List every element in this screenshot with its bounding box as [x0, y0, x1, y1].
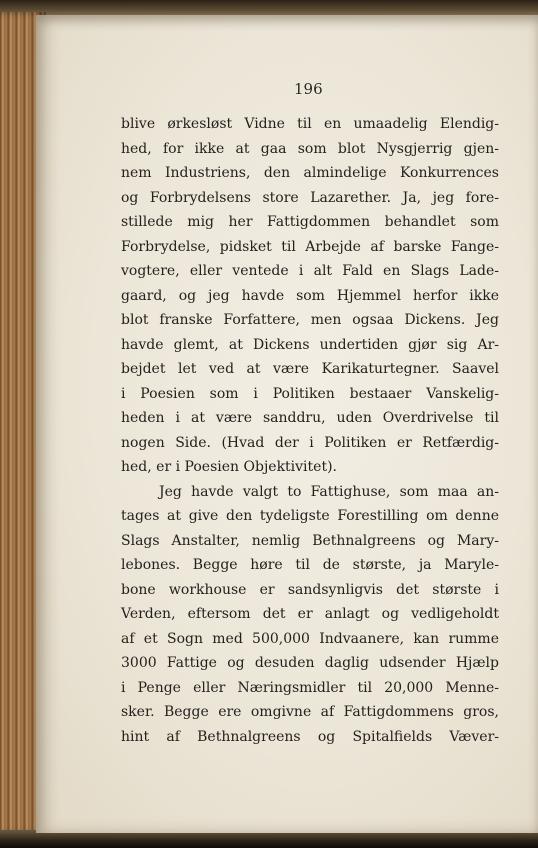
text-line: bejdet let ved at være Karikaturtegner. Saavel: [121, 361, 499, 377]
text-line: hed, er i Poesien Objektivitet).: [121, 459, 337, 475]
text-line: i Poesien som i Politiken bestaaer Vanskelig-: [121, 385, 499, 402]
text-line: blive ørkesløst Vidne til en umaadelig Elendig-: [121, 116, 499, 132]
text-line: hed, for ikke at gaa som blot Nysgjerrig gjen-: [121, 140, 499, 157]
text-line: Jeg havde valgt to Fattighuse, som maa an-: [159, 483, 499, 500]
body-text: [121, 112, 499, 749]
text-line: nem Industriens, den almindelige Konkurrences: [121, 165, 499, 181]
text-line: Slags Anstalter, nemlig Bethnalgreens og Mary-: [121, 532, 499, 549]
text-line: i Penge eller Næringsmidler til 20,000 Menne-: [121, 679, 499, 696]
text-line: Forbrydelse, pidsket til Arbejde af barske Fange-: [121, 238, 499, 255]
text-line: nogen Side. (Hvad der i Politiken er Retfærdig-: [121, 434, 499, 451]
text-line: blot franske Forfattere, men ogsaa Dickens. Jeg: [121, 312, 499, 328]
text-line: og Forbrydelsens store Lazarether. Ja, jeg fore-: [121, 189, 499, 206]
text-line: lebones. Begge høre til de største, ja Maryle-: [121, 557, 499, 573]
text-line: hint af Bethnalgreens og Spitalfields Væver-: [121, 728, 499, 745]
text-line: bone workhouse er sandsynligvis det største i: [121, 581, 499, 598]
text-line: 3000 Fattige og desuden daglig udsender Hjælp: [121, 655, 499, 671]
page-number: 196: [294, 80, 323, 98]
text-line: Verden, eftersom det er anlagt og vedligeholdt: [121, 606, 499, 622]
text-line: tages at give den tydeligste Forestilling om denne: [121, 508, 499, 524]
text-line: heden i at være sanddru, uden Overdrivelse til: [121, 410, 499, 426]
text-line: stillede mig her Fattigdommen behandlet som: [121, 214, 499, 230]
text-line: vogtere, eller ventede i alt Fald en Slags Lade-: [121, 263, 499, 279]
text-line: sker. Begge ere omgivne af Fattigdommens gros,: [121, 704, 499, 720]
text-line: havde glemt, at Dickens undertiden gjør sig Ar-: [121, 336, 499, 353]
text-line: af et Sogn med 500,000 Indvaanere, kan rumme: [121, 630, 499, 647]
text-line: gaard, og jeg havde som Hjemmel herfor ikke: [121, 287, 499, 304]
